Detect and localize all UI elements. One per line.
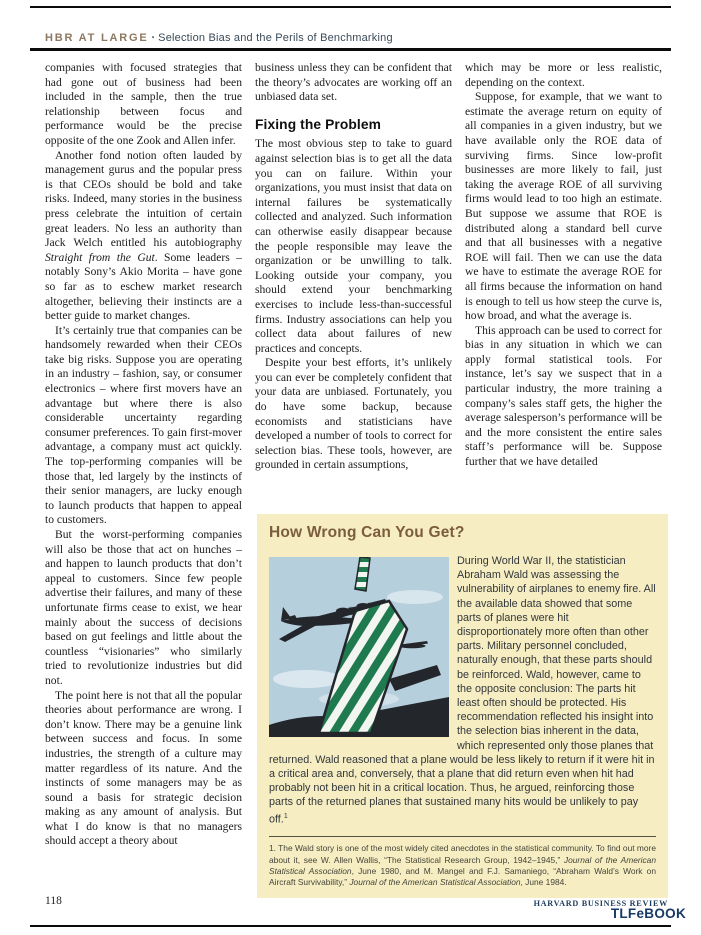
header-rule: [30, 48, 671, 51]
body-paragraph: The most obvious step to take to guard against selection bias is to get all the data you can on failure. Within your organizations, you must insist that data on internal failures be systematically collected and analyzed. Such information can otherwise easily disappear because the people responsible may leave the organization or be unwilling to talk. Looking outside your company, you should extend your benchmarking exercises to include less-than-successful firms. Industry associations can help you collect data about failures of new practices and concepts.: [255, 137, 452, 355]
section-kicker: HBR AT LARGE: [45, 32, 149, 44]
article-title: Selection Bias and the Perils of Benchmarking: [158, 32, 393, 44]
body-paragraph: which may be more or less realistic, depending on the context.: [465, 61, 662, 89]
body-paragraph: Suppose, for example, that we want to estimate the average return on equity of all companies in a given industry, but we have available only the ROE data of surviving firms. Since low-profit businesses are more likely to fail, just taking the average ROE of all surviving firms would lead to too high an estimate. But suppose we assume that ROE is distributed along a standard bell curve and that all businesses with a negative ROE will fail. Then we can use the data we have to estimate the average ROE for all firms because the information on hand is enough to tell us how steep the curve is, how broad, and what the average is.: [465, 90, 662, 323]
body-paragraph: This approach can be used to correct for bias in any situation in which we can apply formal statistical tools. For instance, let’s say we suspect that in a particular industry, the more training a company’s sales staff gets, the higher the average salesperson’s performance will be and the more consistent the entire sales staff’s performance will be. Suppose further that we have detailed: [465, 323, 662, 469]
page-header: [45, 32, 393, 44]
body-paragraph: companies with focused strategies that had gone out of business had been included in the sample, then the true relationship between focus and performance would be the precise opposite of the one Zook and Allen infer.: [45, 61, 242, 147]
journal-name: HARVARD BUSINESS REVIEW: [533, 899, 668, 908]
footnote-rule: [269, 836, 656, 837]
top-rule: [30, 6, 671, 8]
sidebar-box: [257, 514, 668, 898]
body-paragraph: The point here is not that all the popular theories about performance are wrong. I don’t know. There may be a genuine link between success and focus. In some industries, the strength of a culture may matter regardless of its nature. And the instincts of some managers may be as sound a basis for strategic decision making as any amount of analysis. But what I do know is that no managers should accept a theory about: [45, 688, 242, 848]
ebook-watermark: TLFeBOOK: [610, 906, 686, 921]
sidebar-title: How Wrong Can You Get?: [269, 524, 465, 541]
sidebar-body-text: During World War II, the statistician Abraham Wald was assessing the vulnerability of airplanes to enemy fire. All the available data showed that some parts of planes were hit disproportionately more often than other parts. Military personnel concluded, naturally enough, that these parts should be reinforced. Wald, however, came to the opposite conclusion: The parts hit least often should be protected. His recommendation reflected his insight into the selection bias inherent in the data, which represented only those planes that returned. Wald reasoned that a plane would be less likely to return if it were hit in a critical area and, conversely, that a plane that did return even when hit had probably not been hit in a critical location. Thus, he argued, reinforcing those parts of the returned planes that sustained many hits would be unlikely to pay off.$^1$: [269, 555, 656, 826]
body-paragraph: Despite your best efforts, it’s unlikely you can ever be completely confident that your data are unbiased. Fortunately, you do have some backup, because economists and statisticians have developed a number of tools to correct for selection bias. These tools, however, are grounded in certain assumptions,: [255, 356, 452, 472]
footnote: 1. The Wald story is one of the most widely cited anecdotes in the statistical community. To find out more about it, see W. Allen Wallis, “The Statistical Research Group, 1942–1945,” Journal of the American Statistical Association, June 1980, and M. Mangel and F.J. Samaniego, “Abraham Wald’s Work on Aircraft Survivability,” Journal of the American Statistical Association, June 1984.: [269, 843, 657, 888]
wwii-bombers-illustration: [269, 557, 449, 737]
kicker-separator: ·: [151, 32, 156, 44]
body-paragraph: Another fond notion often lauded by management gurus and the popular press is that CEOs should be bold and take risks. Indeed, many stories in the business press celebrate the intuition of certain great leaders. No less an authority than Jack Welch entitled his autobiography Straight from the Gut. Some leaders – notably Sony’s Akio Morita – have gone so far as to eschew market research altogether, believing their instincts are a better guide to market changes.: [45, 148, 242, 323]
section-heading: Fixing the Problem: [255, 116, 381, 132]
page-number: 118: [45, 895, 62, 907]
body-paragraph: It’s certainly true that companies can be handsomely rewarded when their CEOs take big risks. Suppose you are operating in an industry – fashion, say, or consumer electronics – where first movers have an advantage but where there is also considerable uncertainty regarding consumer preferences. To gain first-mover advantage, a company must act quickly. The top-performing companies will be those that, led largely by the instincts of their senior managers, are lucky enough to launch products that happen to appeal to customers.: [45, 323, 242, 527]
bottom-rule: [30, 925, 671, 927]
body-paragraph: business unless they can be confident that the theory’s advocates are working off an unbiased data set.: [255, 61, 452, 104]
column-1: [45, 61, 242, 849]
body-paragraph: But the worst-performing companies will also be those that act on hunches – and happen to launch products that don’t appeal to customers. Since few people advertise their failures, and many of these unfortunate firms cease to exist, we hear mainly about the success of decisions based on gut feelings and little about the countless “visionaries” who similarly tried to revolutionize industries but did not.: [45, 528, 242, 687]
